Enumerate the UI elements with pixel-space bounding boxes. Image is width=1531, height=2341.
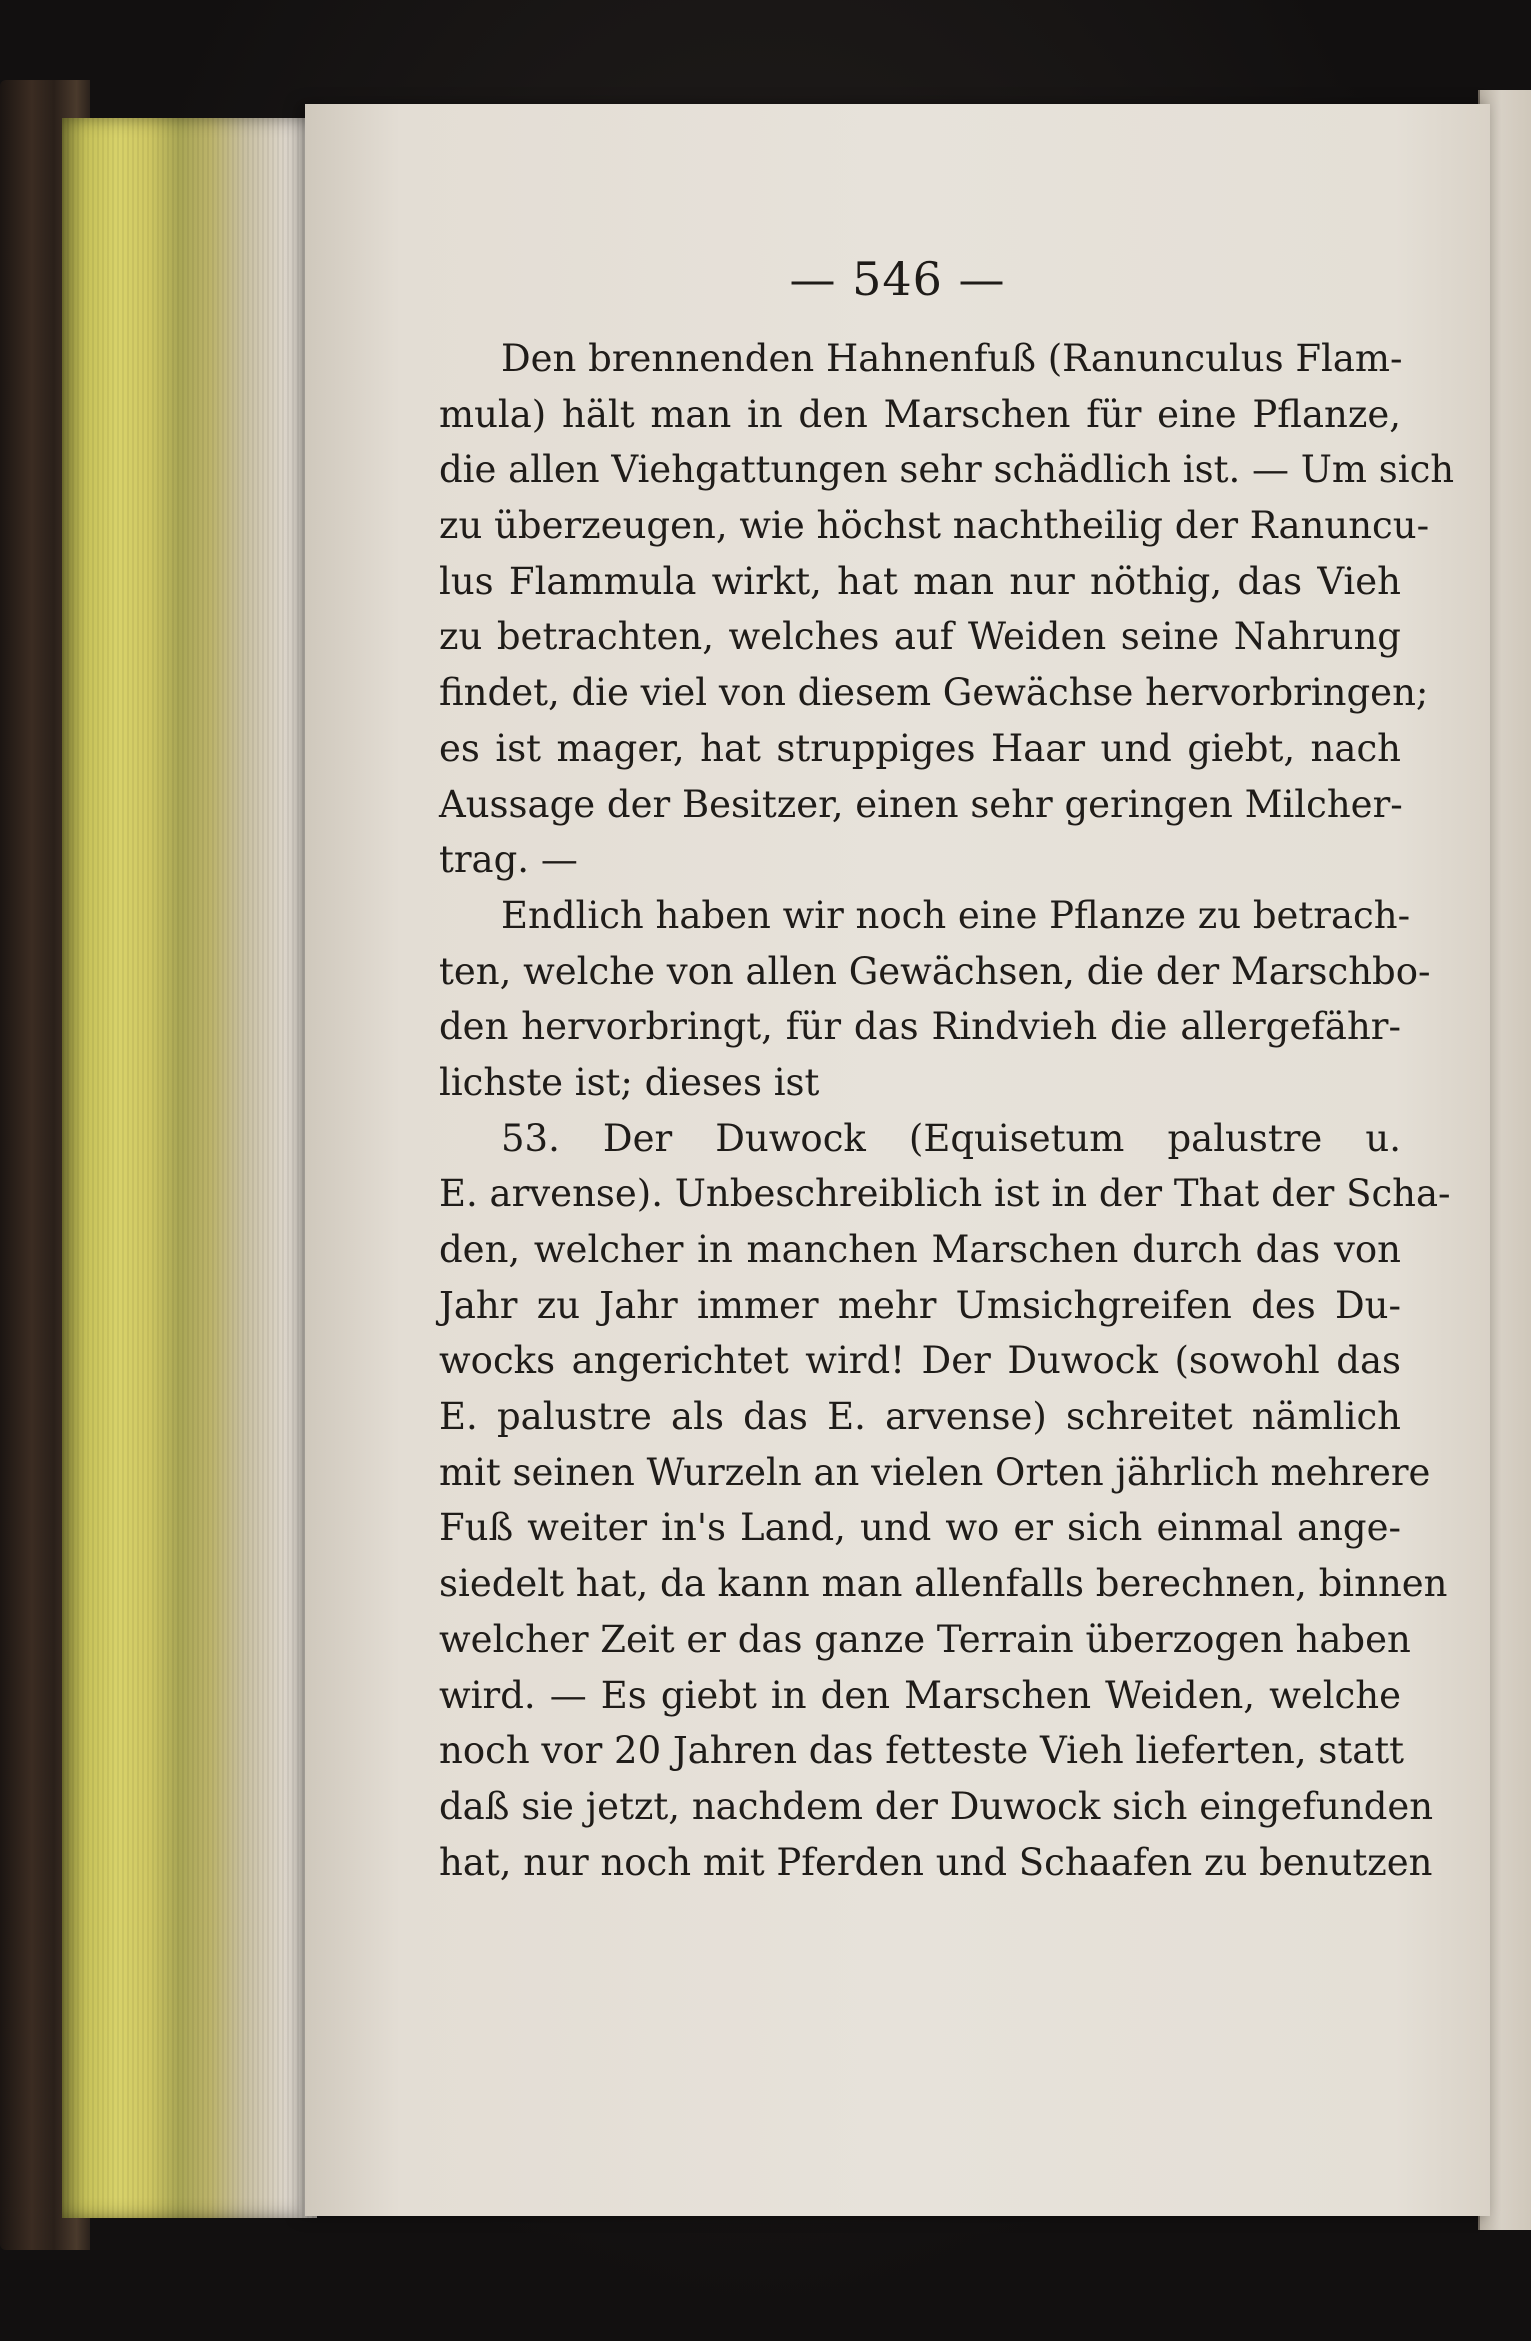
text-line: Jahr zu Jahr immer mehr Umsichgreifen des Du- — [439, 1283, 1401, 1327]
text-line: noch vor 20 Jahren das fetteste Vieh lieferten, statt — [439, 1729, 1405, 1773]
text-line: mula) hält man in den Marschen für eine Pflanze, — [439, 392, 1401, 436]
text-line: daß sie jetzt, nachdem der Duwock sich eingefunden — [439, 1784, 1434, 1828]
text-line: lus Flammula wirkt, hat man nur nöthig, das Vieh — [439, 559, 1401, 603]
text-line: mit seinen Wurzeln an vielen Orten jährlich mehrere — [439, 1450, 1431, 1494]
text-line: den hervorbringt, für das Rindvieh die allergefähr- — [439, 1005, 1401, 1049]
text-line: E. palustre als das E. arvense) schreitet nämlich — [439, 1395, 1401, 1439]
text-line: Fuß weiter in's Land, und wo er sich einmal ange- — [439, 1506, 1401, 1550]
text-line: lichste ist; dieses ist — [439, 1060, 820, 1104]
text-line: ten, welche von allen Gewächsen, die der Marschbo- — [439, 949, 1431, 993]
text-line: E. arvense). Unbeschreiblich ist in der That der Scha- — [439, 1172, 1451, 1216]
text-line: Den brennenden Hahnenfuß (Ranunculus Flam- — [501, 337, 1403, 380]
text-line: wocks angerichtet wird! Der Duwock (sowohl das — [439, 1339, 1401, 1383]
text-line: findet, die viel von diesem Gewächse hervorbringen; — [439, 671, 1429, 715]
book-page — [305, 104, 1490, 2216]
text-line: Aussage der Besitzer, einen sehr geringen Milcher- — [439, 782, 1403, 826]
text-line: den, welcher in manchen Marschen durch das von — [439, 1228, 1401, 1271]
text-line: hat, nur noch mit Pferden und Schaafen zu benutzen — [439, 1840, 1433, 1884]
text-line: zu betrachten, welches auf Weiden seine Nahrung — [439, 615, 1401, 659]
text-line: welcher Zeit er das ganze Terrain überzogen haben — [439, 1617, 1411, 1661]
text-line: zu überzeugen, wie höchst nachtheilig der Ranuncu- — [439, 504, 1430, 548]
text-line: Endlich haben wir noch eine Pflanze zu betrach- — [501, 893, 1411, 937]
text-line: wird. — Es giebt in den Marschen Weiden, welche — [439, 1673, 1401, 1717]
section-heading-line: 53. Der Duwock (Equisetum palustre u. — [501, 1116, 1401, 1160]
page-number: — 546 — — [789, 252, 1006, 306]
text-line: es ist mager, hat struppiges Haar und giebt, nach — [439, 726, 1401, 770]
page-block-edge — [62, 118, 317, 2218]
text-line: trag. — — [439, 838, 578, 882]
text-line: siedelt hat, da kann man allenfalls berechnen, binnen — [439, 1562, 1448, 1606]
text-line: die allen Viehgattungen sehr schädlich ist. — Um sich — [439, 448, 1455, 492]
page-text — [439, 331, 1455, 1890]
